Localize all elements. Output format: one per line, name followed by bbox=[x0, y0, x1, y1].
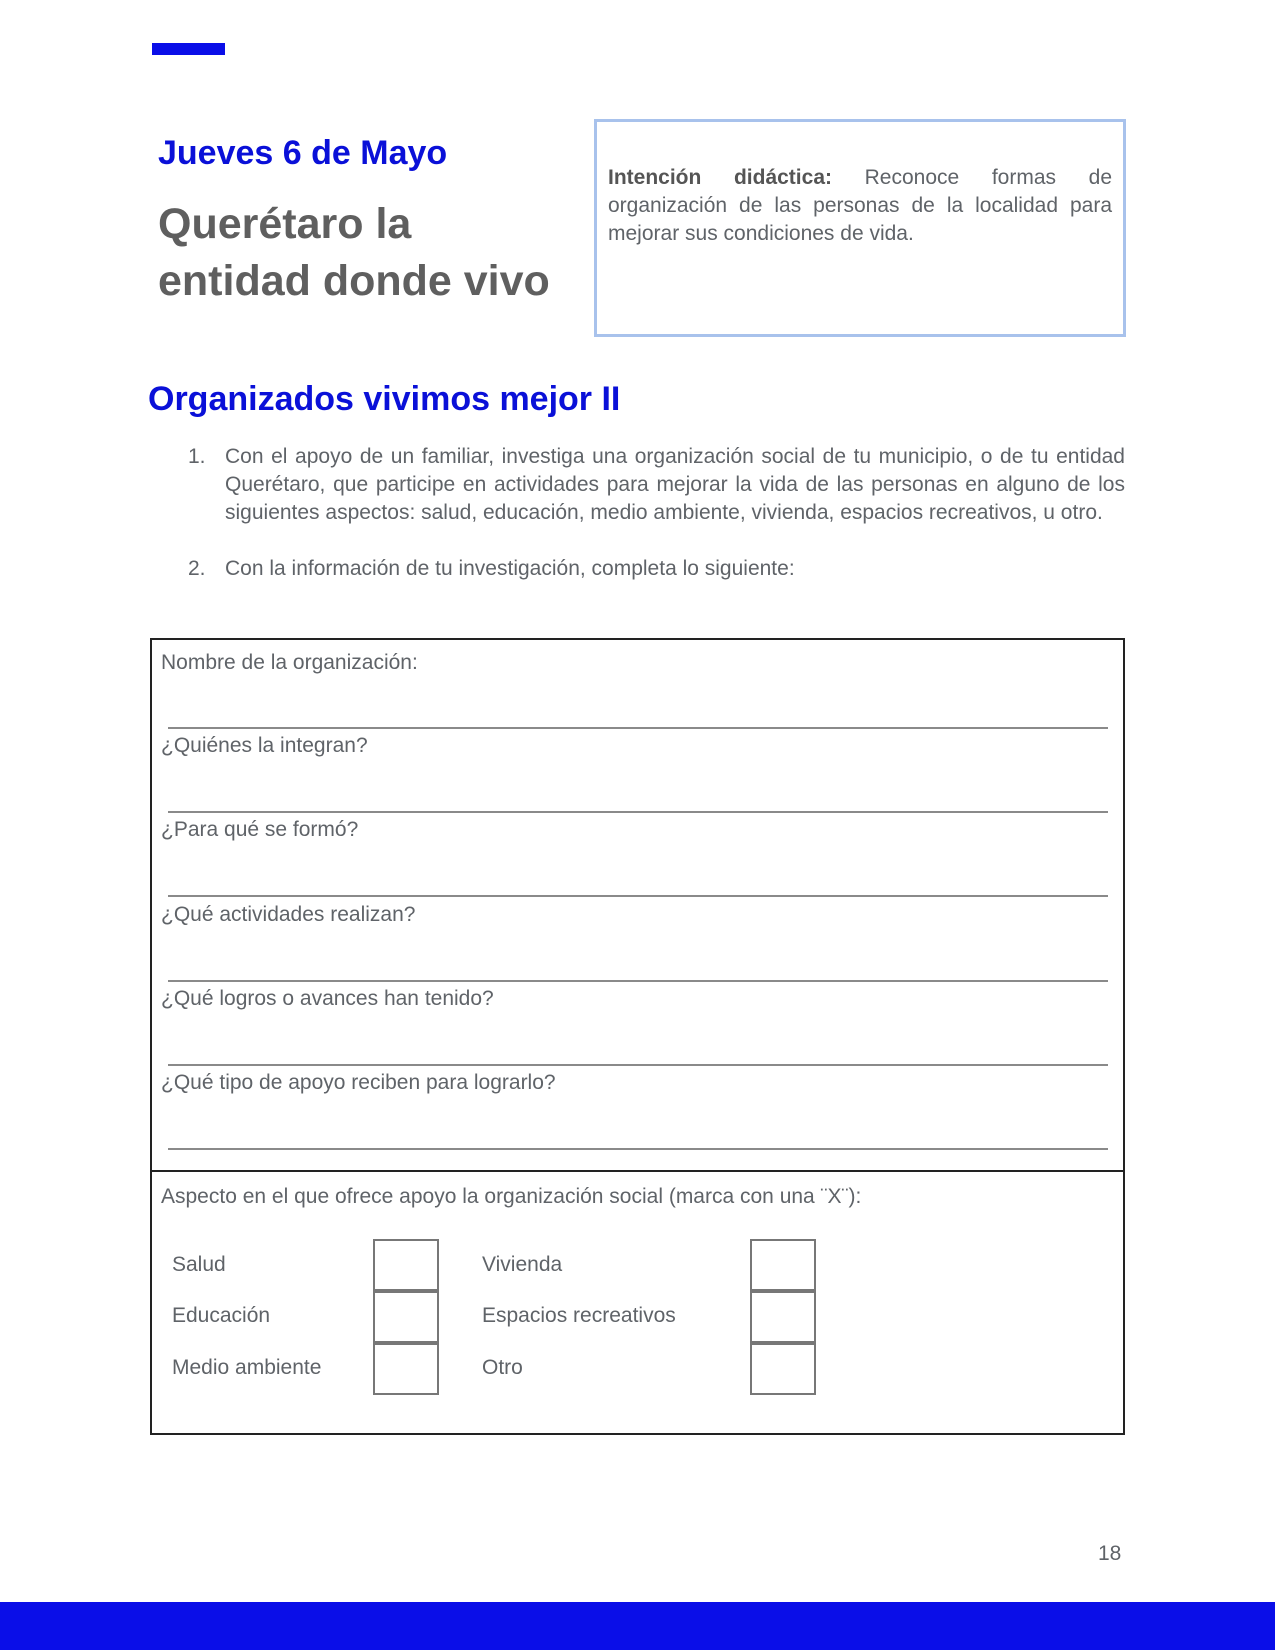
instruction-number: 2. bbox=[188, 557, 206, 580]
question-support-type: ¿Qué tipo de apoyo reciben para lograrlo? bbox=[161, 1071, 556, 1094]
option-label-medio-ambiente: Medio ambiente bbox=[172, 1356, 322, 1379]
question-achievements: ¿Qué logros o avances han tenido? bbox=[161, 987, 494, 1010]
intention-text bbox=[608, 164, 1112, 248]
question-organization-name: Nombre de la organización: bbox=[161, 651, 418, 674]
answer-line-purpose[interactable] bbox=[168, 895, 1108, 897]
checkbox-educacion[interactable] bbox=[373, 1291, 439, 1343]
checkbox-salud[interactable] bbox=[373, 1239, 439, 1291]
intention-box bbox=[594, 119, 1126, 337]
checkbox-medio-ambiente[interactable] bbox=[373, 1343, 439, 1395]
instruction-item bbox=[188, 443, 1125, 527]
checkbox-otro[interactable] bbox=[750, 1343, 816, 1395]
page-number: 18 bbox=[1098, 1542, 1122, 1565]
research-form bbox=[150, 638, 1125, 1435]
answer-line-support-type[interactable] bbox=[168, 1148, 1108, 1150]
instruction-item bbox=[188, 555, 1125, 583]
checkbox-vivienda[interactable] bbox=[750, 1239, 816, 1291]
question-activities: ¿Qué actividades realizan? bbox=[161, 903, 416, 926]
intention-label: Intención didáctica: bbox=[608, 166, 832, 189]
date-heading: Jueves 6 de Mayo bbox=[158, 134, 448, 172]
page-title: Querétaro la entidad donde vivo bbox=[158, 200, 550, 305]
answer-line-achievements[interactable] bbox=[168, 1064, 1108, 1066]
instruction-number: 1. bbox=[188, 445, 206, 468]
form-divider bbox=[152, 1170, 1123, 1172]
question-members: ¿Quiénes la integran? bbox=[161, 734, 368, 757]
top-accent-bar bbox=[152, 43, 225, 55]
option-label-educacion: Educación bbox=[172, 1304, 271, 1327]
answer-line-activities[interactable] bbox=[168, 980, 1108, 982]
option-label-otro: Otro bbox=[482, 1356, 523, 1379]
answer-line-members[interactable] bbox=[168, 811, 1108, 813]
answer-line-organization-name[interactable] bbox=[168, 727, 1108, 729]
aspect-prompt: Aspecto en el que ofrece apoyo la organización social (marca con una ¨X¨): bbox=[161, 1185, 862, 1208]
option-label-espacios-recreativos: Espacios recreativos bbox=[482, 1304, 676, 1327]
instruction-text: Con el apoyo de un familiar, investiga una organización social de tu municipio, o de tu entidad Querétaro, que participe en actividades para mejorar la vida de las personas en alguno de los siguientes aspectos: salud, educación, medio ambiente, vivienda, espacios recreativos, u otro. bbox=[225, 445, 1125, 524]
footer-bar bbox=[0, 1602, 1275, 1650]
option-label-vivienda: Vivienda bbox=[482, 1253, 563, 1276]
option-label-salud: Salud bbox=[172, 1253, 226, 1276]
intention-body: Reconoce formas de organización de las personas de la localidad para mejorar sus condiciones de vida. bbox=[608, 166, 1112, 245]
checkbox-espacios-recreativos[interactable] bbox=[750, 1291, 816, 1343]
question-purpose: ¿Para qué se formó? bbox=[161, 818, 359, 841]
section-title: Organizados vivimos mejor II bbox=[148, 380, 621, 418]
instructions-list bbox=[188, 443, 1125, 583]
instruction-text: Con la información de tu investigación, completa lo siguiente: bbox=[225, 557, 795, 580]
